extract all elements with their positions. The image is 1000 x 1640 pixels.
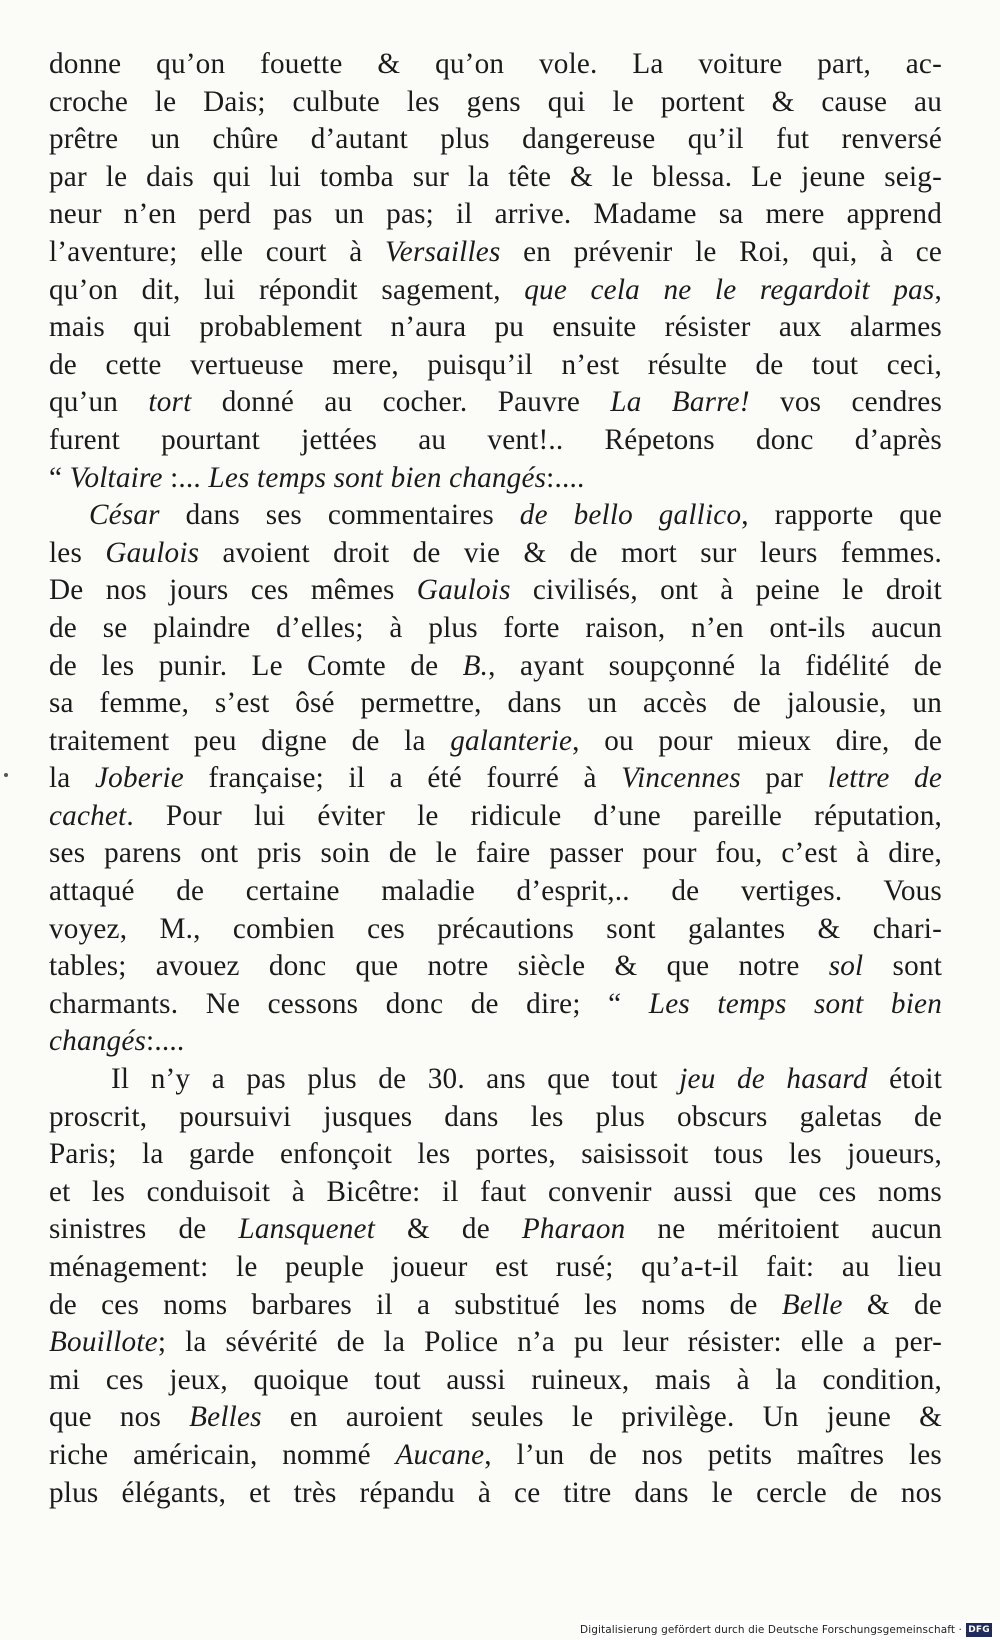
text-line [49,723,942,761]
line-text: sinistres de [49,1213,239,1246]
text-line [49,1211,942,1249]
italic-text: Belles [189,1401,262,1434]
text-line [49,798,942,836]
text-line [49,497,942,535]
line-text: De nos jours ces mêmes [49,574,417,607]
line-text: civilisés, ont à peine le droit [510,574,942,607]
italic-text: Joberie [95,762,184,795]
line-text: qu’on dit, lui répondit sagement, [49,273,525,306]
dfg-logo-icon: DFG [966,1623,992,1637]
line-text: de les punir. Le Comte de [49,649,463,682]
digitization-footer [580,1620,1000,1640]
body-text [49,46,942,1512]
line-text: traitement peu digne de la [49,724,451,757]
italic-text: sol [828,950,864,983]
line-text: par [740,762,828,795]
line-text: de se plaindre d’elles; à plus forte raison, n’en ont-ils aucun [49,611,942,644]
line-text: tables; avouez donc que notre siècle & que notre [49,950,829,983]
line-text: mi ces jeux, quoique tout aussi ruineux, mais à la condition, [49,1363,942,1396]
line-text: . Pour lui éviter le ridicule d’une pareille réputation, [126,799,942,832]
text-line [49,648,942,686]
line-text: les [49,536,106,569]
text-line [49,911,942,949]
italic-text: Aucane [395,1438,485,1471]
line-text: , rapporte que [741,499,942,532]
line-text: qu’un [49,386,149,419]
text-line [49,46,942,84]
text-line [49,535,942,573]
line-text: mais qui probablement n’aura pu ensuite résister aux alarmes [49,311,942,344]
italic-text: Gaulois [416,574,511,607]
line-text: avoient droit de vie & de mort sur leurs femmes. [199,536,942,569]
text-line [49,460,942,498]
italic-text: cachet [49,799,127,832]
text-line [49,610,942,648]
italic-text: Bouillote [49,1326,158,1359]
line-text: de ces noms barbares il a substitué les noms de [49,1288,782,1321]
text-line [49,1362,942,1400]
text-line [49,1475,942,1513]
italic-text: Les temps sont bien changés [208,461,547,494]
footer-credit: Digitalisierung gefördert durch die Deutsche Forschungsgemeinschaft · [580,1624,962,1636]
line-text: sont [863,950,943,983]
line-text: et les conduisoit à Bicêtre: il faut convenir aussi que ces noms [49,1175,942,1208]
line-text: neur n’en perd pas un pas; il arrive. Madame sa mere apprend [49,198,942,231]
line-text: française; il a été fourré à [183,762,622,795]
italic-text: tort [148,386,192,419]
text-line [49,948,942,986]
line-text: , ou pour mieux dire, de [572,724,942,757]
line-text: riche américain, nommé [49,1438,396,1471]
text-line [49,873,942,911]
italic-text: Voltaire [69,461,163,494]
line-text: la [49,762,96,795]
text-line [49,347,942,385]
italic-text: Belle [781,1288,843,1321]
line-text: :.... [146,1025,185,1058]
line-text: sa femme, s’est ôsé permettre, dans un accès de jalousie, un [49,687,942,720]
text-line [49,760,942,798]
line-text: ménagement: le peuple joueur est rusé; qu’a-t-il fait: au lieu [49,1251,942,1283]
text-line [49,1287,942,1325]
italic-text: de bello gallico [519,499,742,532]
text-line [49,572,942,610]
line-text: , [934,273,942,306]
line-text: & de [375,1213,522,1246]
text-line [49,159,942,197]
text-line [49,196,942,234]
italic-text: jeu de hasard [679,1063,868,1096]
line-text: en auroient seules le privilège. Un jeune & [261,1401,942,1434]
italic-text: La Barre! [610,386,750,419]
italic-text: Pharaon [521,1213,626,1246]
line-text: Il n’y a pas plus de 30. ans que tout [111,1063,680,1096]
text-line [49,384,942,422]
text-line [49,1399,942,1437]
italic-text: Gaulois [105,536,200,569]
line-text: & de [842,1288,942,1321]
line-text: vos cendres [749,386,943,419]
italic-text: B. [462,649,489,682]
line-text: “ [49,461,70,494]
line-text: , l’un de nos petits maîtres les [484,1438,942,1471]
italic-text: Vincennes [621,762,741,795]
line-text: donne qu’on fouette & qu’on vole. La voiture part, ac- [49,48,942,80]
line-text: proscrit, poursuivi jusques dans les plus obscurs galetas de [49,1100,942,1133]
italic-text: Versailles [385,235,501,268]
text-line [49,1061,942,1099]
line-text: étoit [867,1063,943,1096]
italic-text: changés [49,1025,147,1058]
text-line [49,986,942,1024]
text-line [49,685,942,723]
line-text: , ayant soupçonné la fidélité de [488,649,942,682]
line-text: plus élégants, et très répandu à ce titre dans le cercle de nos [49,1476,942,1509]
line-text: charmants. Ne cessons donc de dire; “ [49,987,649,1020]
text-line [49,1099,942,1137]
line-text: croche le Dais; culbute les gens qui le portent & cause au [49,85,942,118]
line-text: prêtre un chûre d’autant plus dangereuse qu’il fut renversé [49,123,942,156]
line-text: dans ses commentaires [159,499,520,532]
line-text: donné au cocher. Pauvre [191,386,611,419]
line-text: en prévenir le Roi, qui, à ce [500,235,942,268]
text-line [49,1023,942,1061]
text-line [49,835,942,873]
line-text: que nos [49,1401,190,1434]
text-line [49,84,942,122]
line-text: :.... [546,461,585,494]
line-text: :... [162,461,209,494]
italic-text: que cela ne le regardoit pas [524,273,935,306]
text-line [49,272,942,310]
line-text: l’aventure; elle court à [49,235,386,268]
text-line [49,234,942,272]
italic-text: lettre de [827,762,942,795]
text-line [49,1249,942,1287]
line-text: Paris; la garde enfonçoit les portes, saisissoit tous les joueurs, [49,1138,942,1171]
text-line [49,1174,942,1212]
line-text: furent pourtant jettées au vent!.. Répetons donc d’après [49,423,942,456]
line-text: par le dais qui lui tomba sur la tête & le blessa. Le jeune seig- [49,160,942,193]
text-line [49,309,942,347]
margin-mark [4,773,8,777]
text-line [49,1324,942,1362]
line-text: ses parens ont pris soin de le faire passer pour fou, c’est à dire, [49,837,942,870]
line-text: attaqué de certaine maladie d’esprit,.. de vertiges. Vous [49,875,942,908]
line-text: de cette vertueuse mere, puisqu’il n’est résulte de tout ceci, [49,348,942,381]
italic-text: galanterie [450,724,573,757]
text-line [49,422,942,460]
text-line [49,121,942,159]
line-text: ne méritoient aucun [625,1213,943,1246]
text-line [49,1437,942,1475]
italic-text: Les temps sont bien [648,987,942,1020]
line-text: ; la sévérité de la Police n’a pu leur résister: elle a per- [157,1326,942,1359]
italic-text: César [89,499,160,532]
text-line [49,1136,942,1174]
italic-text: Lansquenet [238,1213,376,1246]
line-text: voyez, M., combien ces précautions sont galantes & chari- [49,912,942,945]
